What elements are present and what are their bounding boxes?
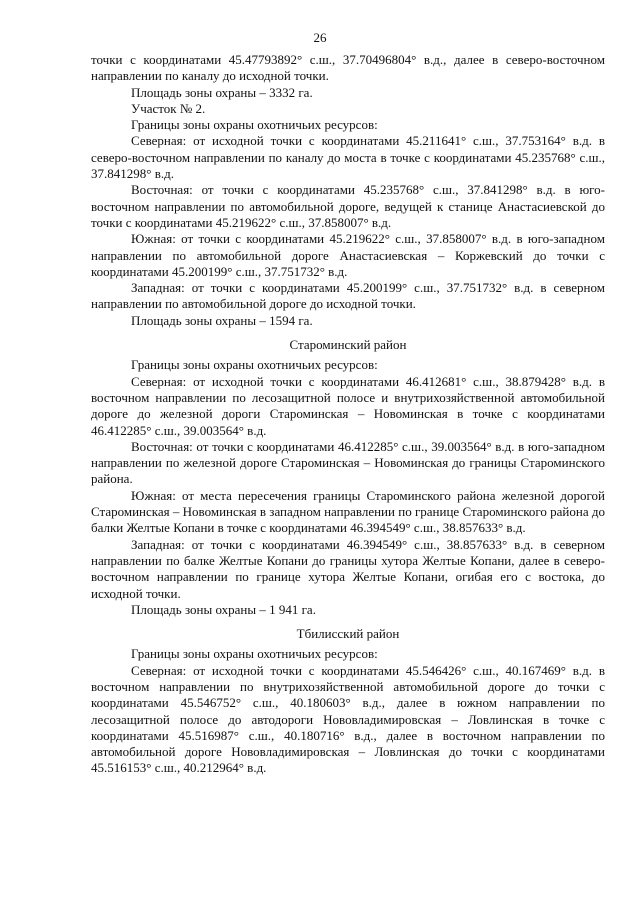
paragraph: Северная: от исходной точки с координатами 46.412681° с.ш., 38.879428° в.д. в восточном направлении по лесозащитной полосе и внутрихозяйственной автомобильной дороге до железной дороги Староминская – Новоминская в точке с координатами 46.412285° с.ш., 39.003564° в.д. — [91, 373, 605, 438]
page-number: 26 — [313, 30, 327, 45]
paragraph: Границы зоны охраны охотничьих ресурсов: — [131, 646, 378, 662]
paragraph: Границы зоны охраны охотничьих ресурсов: — [131, 357, 378, 373]
paragraph: Южная: от места пересечения границы Староминского района железной дорогой Староминская – Новоминская в западном направлении по границе Староминского района до балки Желтые Копани в точке с координатами 46.394549° с.ш., 38.857633° в.д. — [91, 487, 605, 536]
paragraph: Западная: от точки с координатами 46.394549° с.ш., 38.857633° в.д. в северном направлении по балке Желтые Копани до границы хутора Желтые Копани, далее в северо-восточном направлении по границе хутора Желтые Копани, огибая его с востока, до исходной точки. — [91, 536, 605, 601]
paragraph: Северная: от исходной точки с координатами 45.546426° с.ш., 40.167469° в.д. в восточном направлении по внутрихозяйственной автомобильной дороге до точки с координатами 45.546752° с.ш., 40.180603° в.д., далее в южном направлении по лесозащитной полосе до автодороги Нововладимировская – Ловлинская в точке с координатами 45.516987° с.ш., 40.180716° в.д., далее в восточном направлении по автомобильной дороге Нововладимировская – Ловлинская до точки с координатами 45.516153° с.ш., 40.212964° в.д. — [91, 662, 605, 776]
paragraph: Площадь зоны охраны – 1594 га. — [131, 312, 313, 328]
paragraph: Восточная: от точки с координатами 45.235768° с.ш., 37.841298° в.д. в юго-восточном направлении по автомобильной дороге, ведущей к станице Анастасиевской до точки с координатами 45.219622° с.ш., 37.858007° в.д. — [91, 182, 605, 230]
paragraph: Площадь зоны охраны – 1 941 га. — [131, 601, 316, 617]
district-heading: Староминский район — [289, 337, 407, 353]
paragraph: Границы зоны охраны охотничьих ресурсов: — [131, 117, 378, 133]
paragraph: Западная: от точки с координатами 45.200199° с.ш., 37.751732° в.д. в северном направлении по автомобильной дороге до исходной точки. — [91, 280, 605, 312]
paragraph: Восточная: от точки с координатами 46.412285° с.ш., 39.003564° в.д. в юго-западном направлении по железной дороге Староминская – Новоминская до границы Староминского района. — [91, 438, 605, 487]
section-title: Участок № 2. — [131, 100, 206, 116]
paragraph: точки с координатами 45.47793892° с.ш., 37.70496804° в.д., далее в северо-восточном направлении по каналу до исходной точки. — [91, 52, 605, 84]
paragraph: Южная: от точки с координатами 45.219622° с.ш., 37.858007° в.д. в юго-западном направлении по автомобильной дороге Анастасиевская – Коржевский до точки с координатами 45.200199° с.ш., 37.751732° в.д. — [91, 231, 605, 279]
district-heading: Тбилисский район — [296, 626, 400, 642]
document-body — [91, 52, 605, 777]
paragraph: Северная: от исходной точки с координатами 45.211641° с.ш., 37.753164° в.д. в северо-восточном направлении по каналу до моста в точке с координатами 45.235768° с.ш., 37.841298° в.д. — [91, 133, 605, 182]
paragraph: Площадь зоны охраны – 3332 га. — [131, 84, 313, 100]
